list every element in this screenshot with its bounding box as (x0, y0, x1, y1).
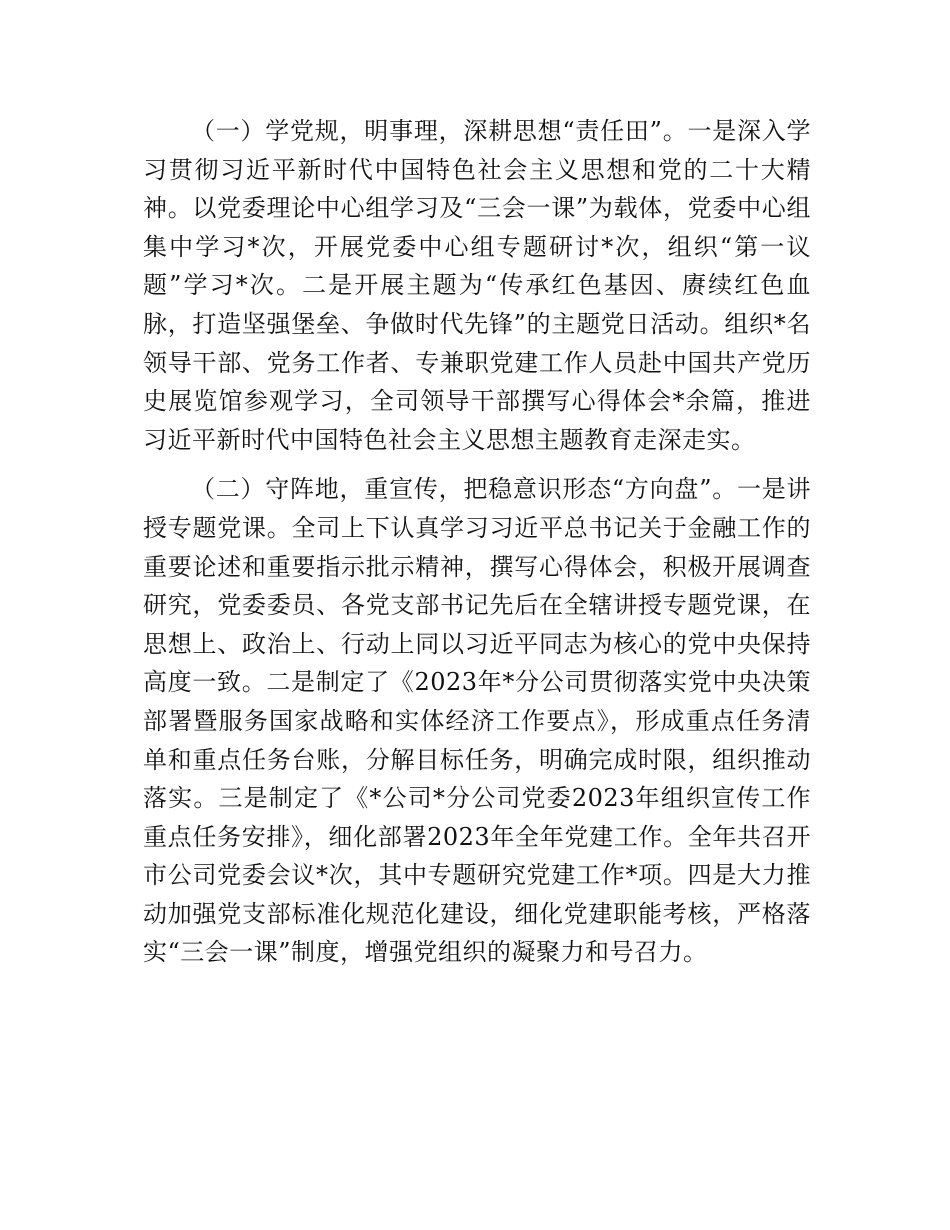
document-body (143, 112, 811, 972)
paragraph-2: （二）守阵地，重宣传，把稳意识形态“方向盘”。一是讲授专题党课。全司上下认真学习习近平总书记关于金融工作的重要论述和重要指示批示精神，撰写心得体会，积极开展调查研究，党委委员、各党支部书记先后在全辖讲授专题党课，在思想上、政治上、行动上同以习近平同志为核心的党中央保持高度一致。二是制定了《2023年*分公司贯彻落实党中央决策部署暨服务国家战略和实体经济工作要点》，形成重点任务清单和重点任务台账，分解目标任务，明确完成时限，组织推动落实。三是制定了《*公司*分公司党委2023年组织宣传工作重点任务安排》，细化部署2023年全年党建工作。全年共召开市公司党委会议*次，其中专题研究党建工作*项。四是大力推动加强党支部标准化规范化建设，细化党建职能考核，严格落实“三会一课”制度，增强党组织的凝聚力和号召力。 (143, 475, 811, 967)
paragraph-1: （一）学党规，明事理，深耕思想“责任田”。一是深入学习贯彻习近平新时代中国特色社会主义思想和党的二十大精神。以党委理论中心组学习及“三会一课”为载体，党委中心组集中学习*次，开展党委中心组专题研讨*次，组织“第一议题”学习*次。二是开展主题为“传承红色基因、赓续红色血脉，打造坚强堡垒、争做时代先锋”的主题党日活动。组织*名领导干部、党务工作者、专兼职党建工作人员赴中国共产党历史展览馆参观学习，全司领导干部撰写心得体会*余篇，推进习近平新时代中国特色社会主义思想主题教育走深走实。 (143, 117, 811, 454)
